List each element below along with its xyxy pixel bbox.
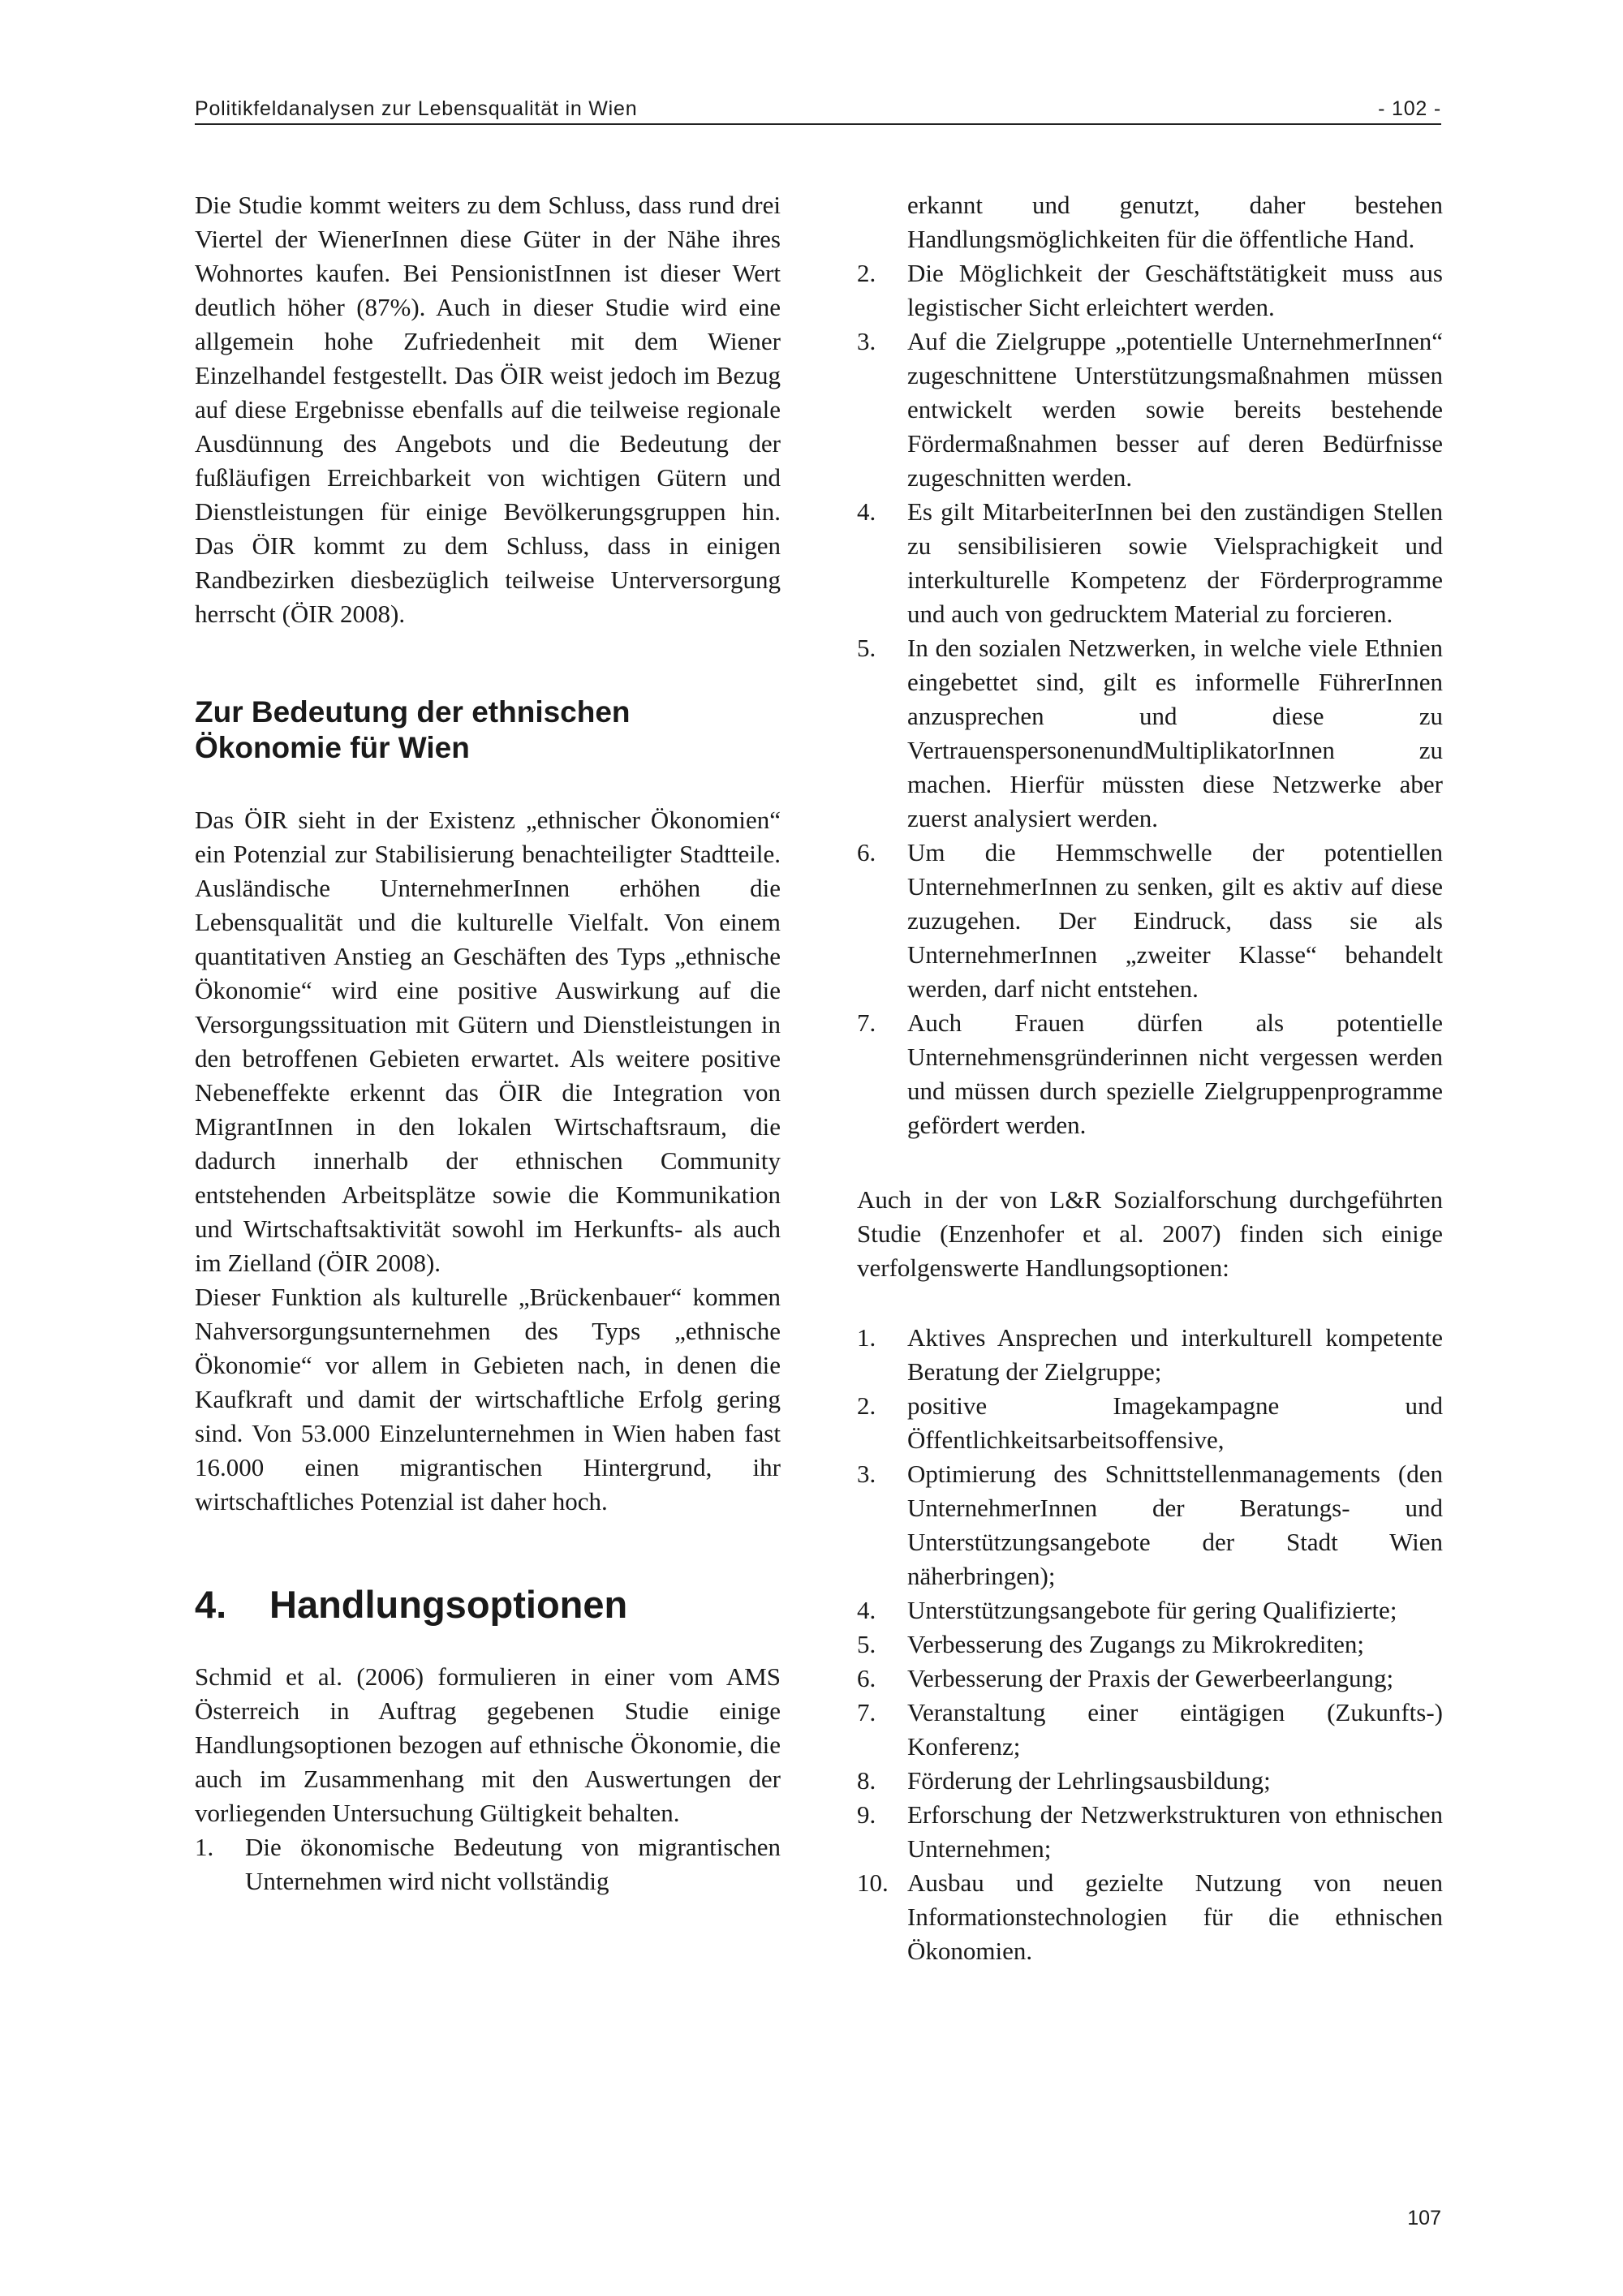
- recommendation-list-continued: [857, 188, 1443, 1142]
- list-number: 1.: [195, 1833, 214, 1861]
- section-number: 4.: [195, 1583, 227, 1626]
- list-number: 2.: [857, 1391, 876, 1420]
- section-heading: [195, 1582, 781, 1627]
- paragraph: Schmid et al. (2006) formulieren in einer vom AMS Österreich in Auftrag gegebenen Studie einige Handlungsoptionen bezogen auf ethnische Ökonomie, die auch im Zusammenhang mit den Auswertungen der vorliegenden Untersuchung Gültigkeit behalten.: [195, 1662, 781, 1827]
- paragraph: Auch in der von L&R Sozialforschung durchgeführten Studie (Enzenhofer et al. 2007) finden sich einige verfolgenswerte Handlungsoptionen:: [857, 1185, 1443, 1282]
- header-page-ref: - 102 -: [1378, 97, 1441, 120]
- list-item: [857, 1662, 1443, 1696]
- spacer: [857, 1285, 1443, 1321]
- list-item: [857, 256, 1443, 325]
- list-number: 5.: [857, 1630, 876, 1658]
- list-item: [857, 1627, 1443, 1662]
- list-number: 5.: [857, 634, 876, 662]
- list-item: [857, 1696, 1443, 1764]
- list-text: Erforschung der Netzwerkstrukturen von ethnischen Unternehmen;: [907, 1800, 1443, 1863]
- list-number: 6.: [857, 838, 876, 866]
- list-item: [857, 1321, 1443, 1389]
- subsection-heading: [195, 694, 781, 766]
- list-number: 7.: [857, 1008, 876, 1037]
- list-number: 6.: [857, 1664, 876, 1692]
- list-text: Verbesserung des Zugangs zu Mikrokrediten;: [907, 1630, 1365, 1658]
- heading-line: Ökonomie für Wien: [195, 731, 470, 764]
- list-item: [195, 1830, 781, 1898]
- list-text: Verbesserung der Praxis der Gewerbeerlangung;: [907, 1664, 1394, 1692]
- list-item: [857, 1764, 1443, 1798]
- paragraph: Dieser Funktion als kulturelle „Brückenbauer“ kommen Nahversorgungsunternehmen des Typs „ethnische Ökonomie“ vor allem in Gebieten nach, in denen die Kaufkraft und damit der wirtschaftliche Erfolg gering sind. Von 53.000 Einzelunternehmen in Wien haben fast 16.000 einen migrantischen Hintergrund, ihr wirtschaftliches Potenzial ist daher hoch.: [195, 1283, 781, 1516]
- running-header: [195, 96, 1441, 125]
- list-text: Es gilt MitarbeiterInnen bei den zuständigen Stellen zu sensibilisieren sowie Vielsprachigkeit und interkulturelle Kompetenz der Förderprogramme und auch von gedrucktem Material zu forcieren.: [907, 497, 1443, 628]
- list-number: 9.: [857, 1800, 876, 1829]
- list-item: [857, 1866, 1443, 1968]
- list-text: Die ökonomische Bedeutung von migrantischen Unternehmen wird nicht vollständig: [245, 1833, 781, 1895]
- list-text: Auch Frauen dürfen als potentielle Unternehmensgründerinnen nicht vergessen werden und müssen durch spezielle Zielgruppenprogramme gefördert werden.: [907, 1008, 1443, 1139]
- page-number: 107: [1407, 2207, 1441, 2229]
- list-number: 4.: [857, 497, 876, 526]
- list-number: 2.: [857, 259, 876, 287]
- list-item: [857, 1457, 1443, 1593]
- list-text: Auf die Zielgruppe „potentielle UnternehmerInnen“ zugeschnittene Unterstützungsmaßnahmen müssen entwickelt werden sowie bereits bestehende Fördermaßnahmen besser auf deren Bedürfnisse zugeschnitten werden.: [907, 327, 1443, 492]
- list-item: [857, 188, 1443, 256]
- list-item: [857, 495, 1443, 631]
- list-number: 10.: [857, 1868, 889, 1897]
- list-number: 3.: [857, 1460, 876, 1488]
- list-text: Veranstaltung einer eintägigen (Zukunfts-) Konferenz;: [907, 1698, 1443, 1761]
- list-item: [857, 1798, 1443, 1866]
- paragraph: Die Studie kommt weiters zu dem Schluss, dass rund drei Viertel der WienerInnen diese Güter in der Nähe ihres Wohnortes kaufen. Bei PensionistInnen ist dieser Wert deutlich höher (87%). Auch in dieser Studie wird eine allgemein hohe Zufriedenheit mit dem Wiener Einzelhandel festgestellt. Das ÖIR weist jedoch im Bezug auf diese Ergebnisse ebenfalls auf die teilweise regionale Ausdünnung des Angebots und die Bedeutung der fußläufigen Erreichbarkeit von wichtigen Gütern und Dienstleistungen für einige Bevölkerungsgruppen hin. Das ÖIR kommt zu dem Schluss, dass in einigen Randbezirken diesbezüglich teilweise Unterversorgung herrscht (ÖIR 2008).: [195, 191, 781, 628]
- list-item: [857, 325, 1443, 495]
- list-text: Aktives Ansprechen und interkulturell kompetente Beratung der Zielgruppe;: [907, 1323, 1443, 1386]
- header-title: Politikfeldanalysen zur Lebensqualität in Wien: [195, 97, 638, 120]
- paragraph: Das ÖIR sieht in der Existenz „ethnischer Ökonomien“ ein Potenzial zur Stabilisierung benachteiligter Stadtteile. Ausländische UnternehmerInnen erhöhen die Lebensqualität und die kulturelle Vielfalt. Von einem quantitativen Anstieg an Geschäften des Typs „ethnische Ökonomie“ wird eine positive Auswirkung auf die Versorgungssituation mit Gütern und Dienstleistungen in den betroffenen Gebieten erwartet. Als weitere positive Nebeneffekte erkennt das ÖIR die Integration von MigrantInnen in den lokalen Wirtschaftsraum, die dadurch innerhalb der ethnischen Community entstehenden Arbeitsplätze sowie die Kommunikation und Wirtschaftsaktivität sowohl im Herkunfts- als auch im Zielland (ÖIR 2008).: [195, 806, 781, 1277]
- list-text: Optimierung des Schnittstellenmanagements (den UnternehmerInnen der Beratungs- und Unterstützungsangebote der Stadt Wien näherbringen);: [907, 1460, 1443, 1590]
- list-item: [857, 1389, 1443, 1457]
- list-text: Unterstützungsangebote für gering Qualifizierte;: [907, 1596, 1397, 1624]
- list-text: erkannt und genutzt, daher bestehen Handlungsmöglichkeiten für die öffentliche Hand.: [907, 191, 1443, 253]
- list-item: [857, 631, 1443, 836]
- list-item: [857, 1593, 1443, 1627]
- list-text: Um die Hemmschwelle der potentiellen UnternehmerInnen zu senken, gilt es aktiv auf diese zuzugehen. Der Eindruck, dass sie als UnternehmerInnen „zweiter Klasse“ behandelt werden, darf nicht entstehen.: [907, 838, 1443, 1003]
- options-list: [857, 1321, 1443, 1968]
- list-number: 1.: [857, 1323, 876, 1352]
- list-text: Ausbau und gezielte Nutzung von neuen Informationstechnologien für die ethnischen Ökonomien.: [907, 1868, 1443, 1965]
- list-item: [857, 836, 1443, 1006]
- list-item: [857, 1006, 1443, 1142]
- section-title: Handlungsoptionen: [269, 1583, 628, 1626]
- heading-line: Zur Bedeutung der ethnischen: [195, 695, 631, 729]
- spacer: [857, 1142, 1443, 1183]
- list-text: positive Imagekampagne und Öffentlichkeitsarbeitsoffensive,: [907, 1391, 1443, 1454]
- list-text: Förderung der Lehrlingsausbildung;: [907, 1766, 1271, 1795]
- list-number: 4.: [857, 1596, 876, 1624]
- recommendation-list: [195, 1830, 781, 1898]
- list-text: In den sozialen Netzwerken, in welche viele Ethnien eingebettet sind, gilt es informelle FührerInnen anzusprechen und diese zu VertrauenspersonenundMultiplikatorInnen zu machen. Hierfür müssten diese Netzwerke aber zuerst analysiert werden.: [907, 634, 1443, 832]
- list-number: 7.: [857, 1698, 876, 1726]
- list-text: Die Möglichkeit der Geschäftstätigkeit muss aus legistischer Sicht erleichtert werden.: [907, 259, 1443, 321]
- right-column: [857, 188, 1443, 1968]
- left-column: [195, 188, 781, 1898]
- list-number: 3.: [857, 327, 876, 355]
- list-number: 8.: [857, 1766, 876, 1795]
